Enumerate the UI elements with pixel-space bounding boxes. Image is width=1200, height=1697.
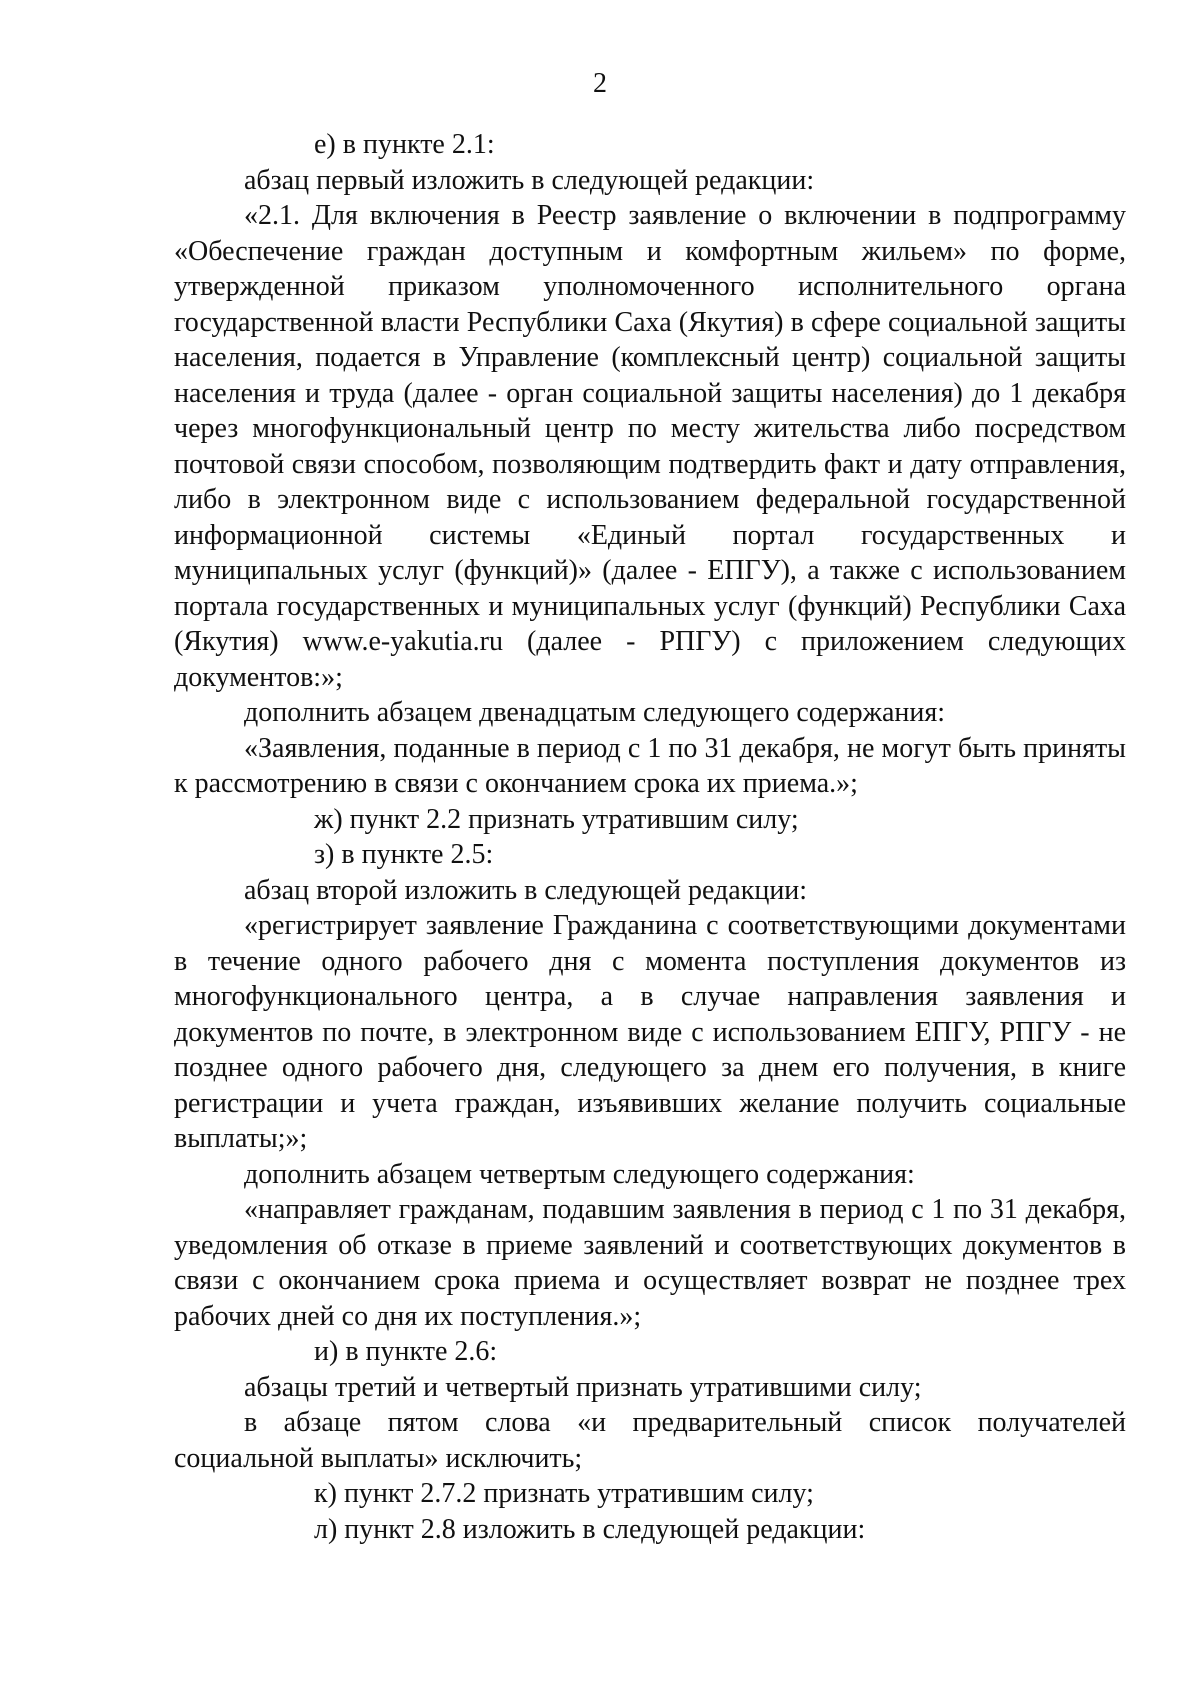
paragraph-text: пункт 2.7.2 признать утратившим силу; xyxy=(343,1478,814,1509)
item-label: ж) xyxy=(314,803,343,835)
paragraph-item-z xyxy=(174,837,1126,873)
item-label: к) xyxy=(314,1478,337,1509)
paragraph-item-zh xyxy=(174,802,1126,838)
paragraph: «направляет гражданам, подавшим заявления в период с 1 по 31 декабря, уведомления об отказе в приеме заявлений и соответствующих документов в связи с окончанием срока приема и осуществляет возврат не позднее трех рабочих дней со дня их поступления.»; xyxy=(174,1194,1126,1332)
paragraph: абзац второй изложить в следующей редакции: xyxy=(244,874,808,906)
item-label: з) xyxy=(314,839,335,870)
paragraph: в абзаце пятом слова «и предварительный список получателей социальной выплаты» исключить; xyxy=(174,1407,1126,1474)
paragraph-text: пункт 2.8 изложить в следующей редакции: xyxy=(344,1513,866,1545)
item-label: е) xyxy=(314,129,336,160)
paragraph-text: в пункте 2.6: xyxy=(345,1336,498,1367)
paragraph: «регистрирует заявление Гражданина с соответствующими документами в течение одного рабочего дня с момента поступления документов из многофункционального центра, а в случае направления заявления и документов по почте, в электронном виде с использованием ЕПГУ, РПГУ - не позднее одного рабочего дня, следующего за днем его получения, в книге регистрации и учета граждан, изъявивших желание получить социальные выплаты;»; xyxy=(174,910,1126,1154)
document-body xyxy=(174,127,1126,1547)
item-label: л) xyxy=(314,1513,338,1545)
paragraph-item-k xyxy=(174,1476,1126,1512)
item-label: и) xyxy=(314,1336,339,1367)
paragraph: «2.1. Для включения в Реестр заявление о включении в подпрограмму «Обеспечение граждан доступным и комфортным жильем» по форме, утвержденной приказом уполномоченного исполнительного органа государственной власти Республики Саха (Якутия) в сфере социальной защиты населения, подается в Управление (комплексный центр) социальной защиты населения и труда (далее - орган социальной защиты населения) до 1 декабря через многофункциональный центр по месту жительства либо посредством почтовой связи способом, позволяющим подтвердить факт и дату отправления, либо в электронном виде с использованием федеральной государственной информационной системы «Единый портал государственных и муниципальных услуг (функций)» (далее - ЕПГУ), а также с использованием портала государственных и муниципальных услуг (функций) Республики Саха (Якутия) www.e-yakutia.ru (далее - РПГУ) с приложением следующих документов:»; xyxy=(174,200,1126,693)
page-number: 2 xyxy=(593,68,607,99)
paragraph-item-e xyxy=(174,127,1126,163)
paragraph: абзацы третий и четвертый признать утратившими силу; xyxy=(244,1371,922,1403)
paragraph-item-l xyxy=(174,1512,1126,1548)
paragraph: дополнить абзацем четвертым следующего содержания: xyxy=(244,1158,915,1190)
paragraph-item-i xyxy=(174,1334,1126,1370)
paragraph: дополнить абзацем двенадцатым следующего содержания: xyxy=(244,697,946,728)
paragraph-text: пункт 2.2 признать утратившим силу; xyxy=(349,803,799,835)
paragraph: абзац первый изложить в следующей редакции: xyxy=(244,164,815,196)
paragraph: «Заявления, поданные в период с 1 по 31 декабря, не могут быть приняты к рассмотрению в связи с окончанием срока их приема.»; xyxy=(174,732,1126,799)
paragraph-text: в пункте 2.5: xyxy=(341,839,494,870)
paragraph-text: в пункте 2.1: xyxy=(342,129,495,160)
